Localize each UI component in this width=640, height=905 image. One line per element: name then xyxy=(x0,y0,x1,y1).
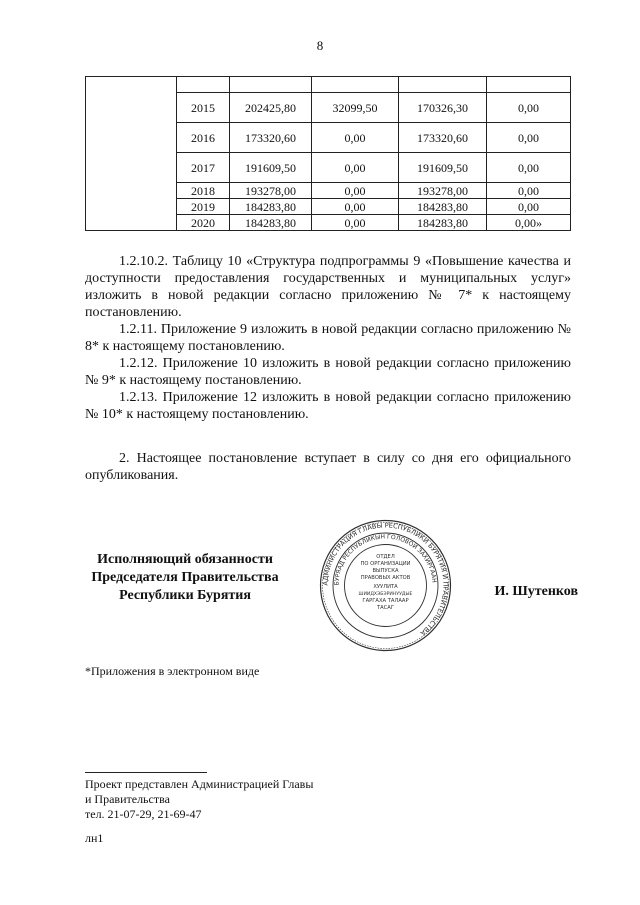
paragraph-1-2-13: 1.2.13. Приложение 12 изложить в новой редакции согласно приложению № 10* к настоящему постановлению. xyxy=(85,390,571,422)
table-cell-regional: 193278,00 xyxy=(399,183,487,199)
stamp-center-line: ПРАВОВЫХ АКТОВ xyxy=(360,575,411,581)
stamp-center-line: ОТДЕЛ xyxy=(376,554,395,560)
table-cell-total xyxy=(230,77,312,93)
table-cell-other: 0,00 xyxy=(487,123,571,153)
paragraph-1-2-11: 1.2.11. Приложение 9 изложить в новой редакции согласно приложению № 8* к настоящему постановлению. xyxy=(85,322,571,354)
table-cell-regional: 170326,30 xyxy=(399,93,487,123)
stamp-outer-ring-text: АДМИНИСТРАЦИЯ ГЛАВЫ РЕСПУБЛИКИ БУРЯТИЯ И ПРАВИТЕЛЬСТВА xyxy=(321,521,450,638)
table-cell-regional: 173320,60 xyxy=(399,123,487,153)
signatory-title-line: Председателя Правительства xyxy=(91,570,279,585)
attachments-footnote: *Приложения в электронном виде xyxy=(85,664,260,678)
table-cell-other xyxy=(487,77,571,93)
table-cell-other: 0,00 xyxy=(487,93,571,123)
table-cell-regional xyxy=(399,77,487,93)
table-cell-federal: 0,00 xyxy=(312,183,399,199)
prepared-by-block xyxy=(85,777,313,846)
table-cell-other: 0,00 xyxy=(487,199,571,215)
table-cell-other: 0,00» xyxy=(487,215,571,231)
table-cell-year: 2016 xyxy=(177,123,230,153)
table-cell-year: 2015 xyxy=(177,93,230,123)
table-cell-regional: 191609,50 xyxy=(399,153,487,183)
table-cell-federal xyxy=(312,77,399,93)
table-cell-regional: 184283,80 xyxy=(399,199,487,215)
table-cell-other: 0,00 xyxy=(487,153,571,183)
table-cell-federal: 0,00 xyxy=(312,123,399,153)
effective-date-paragraph-block xyxy=(85,450,571,484)
table-cell-year: 2019 xyxy=(177,199,230,215)
table-cell-year: 2020 xyxy=(177,215,230,231)
table-cell-federal: 0,00 xyxy=(312,153,399,183)
stamp-inner-ring-text: БУРЯАД РЕСПУБЛИКЫН ГОЛОВОЙ ЗАХИРГААН xyxy=(333,533,438,586)
table-cell-federal: 32099,50 xyxy=(312,93,399,123)
financing-table xyxy=(85,76,571,231)
table-cell-total: 184283,80 xyxy=(230,215,312,231)
signatory-name: И. Шутенков xyxy=(494,584,578,599)
table-cell-other: 0,00 xyxy=(487,183,571,199)
signatory-title-line: Исполняющий обязанности xyxy=(97,552,273,567)
paragraph-2: 2. Настоящее постановление вступает в силу со дня его официального опубликования. xyxy=(85,451,571,483)
stamp-center-line: ШИИДХЭБЭРИНУУДЫЕ xyxy=(358,592,413,597)
signatory-title xyxy=(70,551,300,605)
prepared-by-line: Проект представлен Администрацией Главы xyxy=(85,777,314,791)
stamp-center-line: ТАСАГ xyxy=(376,605,395,611)
table-cell-empty xyxy=(86,77,177,231)
paragraph-1-2-12: 1.2.12. Приложение 10 изложить в новой редакции согласно приложению № 9* к настоящему постановлению. xyxy=(85,356,571,388)
table-cell-year: 2017 xyxy=(177,153,230,183)
amendment-paragraphs xyxy=(85,253,571,423)
table-cell-regional: 184283,80 xyxy=(399,215,487,231)
signatory-title-line: Республики Бурятия xyxy=(119,588,251,603)
table-row xyxy=(86,77,571,93)
stamp-center-line: ХУУЛИТА xyxy=(373,584,398,590)
document-code: лн1 xyxy=(85,831,104,845)
table-cell-total: 191609,50 xyxy=(230,153,312,183)
paragraph-1-2-10-2: 1.2.10.2. Таблицу 10 «Структура подпрограммы 9 «Повышение качества и доступности предоставления государственных и муниципальных услуг» изложить в новой редакции согласно приложению № 7* к настоящему постановлению. xyxy=(85,254,571,320)
stamp-center-line: ПО ОРГАНИЗАЦИИ xyxy=(360,561,411,567)
table-cell-year xyxy=(177,77,230,93)
stamp-center-line: ГАРГАХА ТАЛААР xyxy=(362,598,409,604)
table-cell-federal: 0,00 xyxy=(312,215,399,231)
page-number: 8 xyxy=(316,38,324,53)
footer-divider xyxy=(85,772,207,773)
official-seal-stamp xyxy=(318,518,453,653)
table-cell-total: 193278,00 xyxy=(230,183,312,199)
contact-phones: тел. 21-07-29, 21-69-47 xyxy=(85,807,202,821)
table-cell-federal: 0,00 xyxy=(312,199,399,215)
stamp-center-line: ВЫПУСКА xyxy=(372,568,399,574)
table-cell-total: 202425,80 xyxy=(230,93,312,123)
prepared-by-line: и Правительства xyxy=(85,792,170,806)
table-cell-total: 173320,60 xyxy=(230,123,312,153)
table-cell-year: 2018 xyxy=(177,183,230,199)
table-cell-total: 184283,80 xyxy=(230,199,312,215)
